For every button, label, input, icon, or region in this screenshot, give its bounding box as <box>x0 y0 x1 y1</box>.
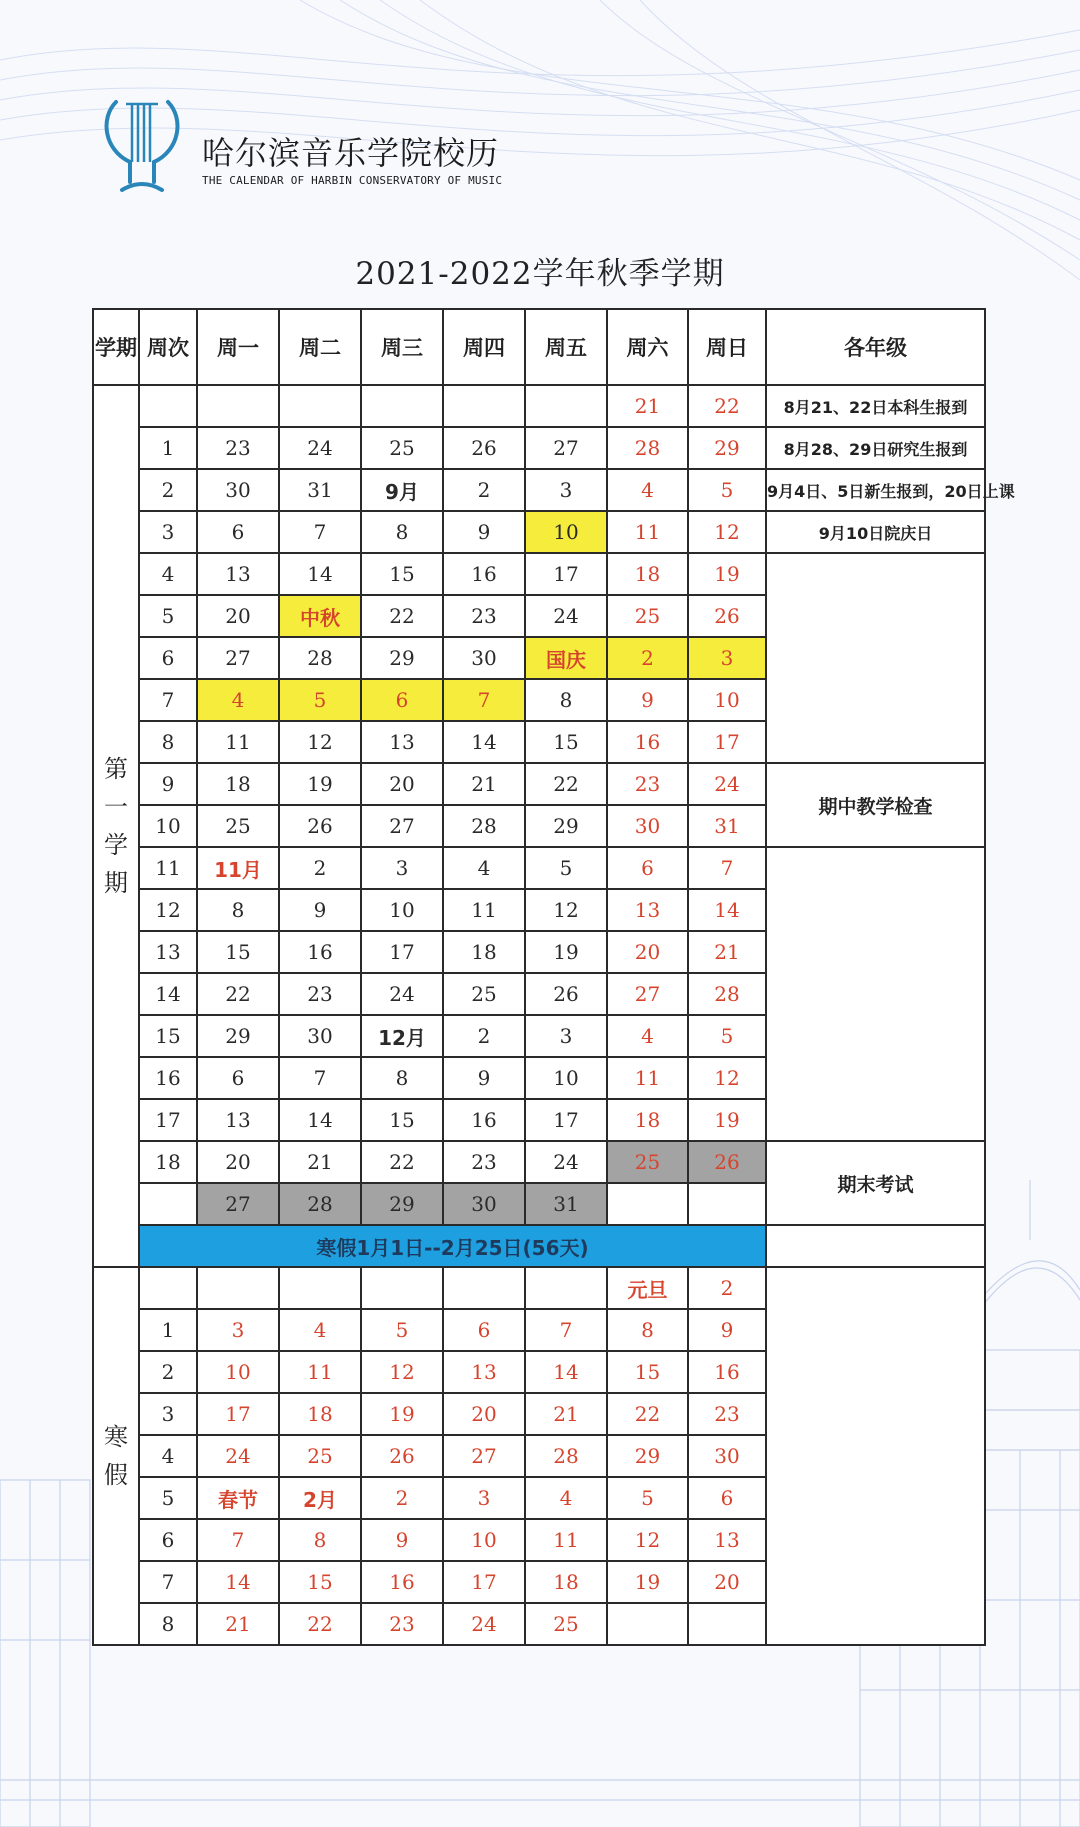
day-cell: 24 <box>525 1141 607 1183</box>
note-cell-empty <box>766 1225 985 1267</box>
week-number: 18 <box>139 1141 197 1183</box>
day-cell: 15 <box>279 1561 361 1603</box>
day-cell: 8 <box>361 1057 443 1099</box>
day-cell: 8 <box>279 1519 361 1561</box>
table-row <box>93 427 985 469</box>
day-cell <box>525 385 607 427</box>
day-cell: 9月 <box>361 469 443 511</box>
header-mon: 周一 <box>197 309 279 385</box>
day-cell: 7 <box>525 1309 607 1351</box>
day-cell: 3 <box>443 1477 525 1519</box>
week-number: 12 <box>139 889 197 931</box>
day-cell <box>197 385 279 427</box>
day-cell <box>279 385 361 427</box>
winter-body <box>93 1267 985 1645</box>
week-number: 14 <box>139 973 197 1015</box>
day-cell: 3 <box>688 637 766 679</box>
week-number <box>139 1183 197 1225</box>
day-cell: 14 <box>279 1099 361 1141</box>
day-cell: 2月 <box>279 1477 361 1519</box>
day-cell: 26 <box>361 1435 443 1477</box>
day-cell: 国庆 <box>525 637 607 679</box>
day-cell: 17 <box>197 1393 279 1435</box>
day-cell: 23 <box>279 973 361 1015</box>
day-cell: 12月 <box>361 1015 443 1057</box>
day-cell: 20 <box>688 1561 766 1603</box>
day-cell: 4 <box>443 847 525 889</box>
week-number: 15 <box>139 1015 197 1057</box>
day-cell: 3 <box>361 847 443 889</box>
note-cell: 9月4日、5日新生报到，20日上课 <box>766 469 985 511</box>
day-cell: 19 <box>525 931 607 973</box>
day-cell: 28 <box>279 637 361 679</box>
day-cell: 9 <box>279 889 361 931</box>
week-number: 6 <box>139 637 197 679</box>
header-notes: 各年级 <box>766 309 985 385</box>
day-cell: 24 <box>197 1435 279 1477</box>
day-cell: 28 <box>279 1183 361 1225</box>
day-cell: 9 <box>361 1519 443 1561</box>
day-cell: 25 <box>197 805 279 847</box>
day-cell: 24 <box>279 427 361 469</box>
day-cell: 17 <box>688 721 766 763</box>
day-cell: 7 <box>443 679 525 721</box>
brand-subtitle: THE CALENDAR OF HARBIN CONSERVATORY OF MUSIC <box>202 174 503 187</box>
day-cell: 16 <box>443 1099 525 1141</box>
day-cell: 10 <box>197 1351 279 1393</box>
day-cell: 15 <box>361 553 443 595</box>
day-cell: 5 <box>688 469 766 511</box>
note-cell: 8月28、29日研究生报到 <box>766 427 985 469</box>
day-cell: 31 <box>279 469 361 511</box>
table-row <box>93 763 985 805</box>
week-number: 11 <box>139 847 197 889</box>
day-cell: 23 <box>607 763 688 805</box>
day-cell: 15 <box>525 721 607 763</box>
day-cell: 13 <box>197 1099 279 1141</box>
day-cell <box>443 1267 525 1309</box>
day-cell: 8 <box>525 679 607 721</box>
day-cell: 14 <box>443 721 525 763</box>
day-cell: 7 <box>279 1057 361 1099</box>
day-cell: 7 <box>197 1519 279 1561</box>
week-number: 2 <box>139 1351 197 1393</box>
term1-body <box>93 385 1015 1267</box>
day-cell: 6 <box>443 1309 525 1351</box>
day-cell: 28 <box>443 805 525 847</box>
day-cell: 21 <box>525 1393 607 1435</box>
day-cell: 16 <box>688 1351 766 1393</box>
day-cell: 30 <box>279 1015 361 1057</box>
header-sat: 周六 <box>607 309 688 385</box>
calendar-table <box>92 308 1015 1646</box>
week-number: 13 <box>139 931 197 973</box>
header-wed: 周三 <box>361 309 443 385</box>
day-cell: 26 <box>688 1141 766 1183</box>
note-cell-empty <box>766 553 985 763</box>
day-cell: 14 <box>688 889 766 931</box>
note-cell: 8月21、22日本科生报到 <box>766 385 985 427</box>
day-cell: 12 <box>279 721 361 763</box>
day-cell: 4 <box>607 469 688 511</box>
day-cell: 15 <box>197 931 279 973</box>
day-cell: 3 <box>525 469 607 511</box>
day-cell: 23 <box>443 595 525 637</box>
day-cell: 22 <box>688 385 766 427</box>
day-cell: 8 <box>197 889 279 931</box>
day-cell: 13 <box>197 553 279 595</box>
day-cell: 20 <box>443 1393 525 1435</box>
table-row <box>93 1141 985 1183</box>
day-cell: 18 <box>443 931 525 973</box>
day-cell: 13 <box>607 889 688 931</box>
day-cell: 30 <box>443 1183 525 1225</box>
day-cell: 16 <box>607 721 688 763</box>
day-cell: 6 <box>361 679 443 721</box>
day-cell: 28 <box>525 1435 607 1477</box>
day-cell: 30 <box>443 637 525 679</box>
day-cell: 24 <box>361 973 443 1015</box>
day-cell: 30 <box>688 1435 766 1477</box>
day-cell: 24 <box>525 595 607 637</box>
day-cell: 22 <box>361 595 443 637</box>
day-cell: 17 <box>361 931 443 973</box>
day-cell: 24 <box>688 763 766 805</box>
day-cell: 18 <box>607 1099 688 1141</box>
day-cell: 春节 <box>197 1477 279 1519</box>
header-thu: 周四 <box>443 309 525 385</box>
week-number: 7 <box>139 679 197 721</box>
day-cell: 27 <box>607 973 688 1015</box>
day-cell <box>607 1603 688 1645</box>
day-cell: 25 <box>361 427 443 469</box>
week-number: 16 <box>139 1057 197 1099</box>
week-number: 3 <box>139 511 197 553</box>
day-cell: 2 <box>443 469 525 511</box>
day-cell: 19 <box>361 1393 443 1435</box>
day-cell: 5 <box>279 679 361 721</box>
day-cell: 29 <box>607 1435 688 1477</box>
day-cell: 19 <box>688 1099 766 1141</box>
day-cell: 18 <box>525 1561 607 1603</box>
week-number: 10 <box>139 805 197 847</box>
header-tue: 周二 <box>279 309 361 385</box>
day-cell: 5 <box>525 847 607 889</box>
week-number: 17 <box>139 1099 197 1141</box>
week-number: 8 <box>139 1603 197 1645</box>
week-number: 7 <box>139 1561 197 1603</box>
day-cell: 30 <box>607 805 688 847</box>
day-cell: 2 <box>443 1015 525 1057</box>
day-cell: 5 <box>688 1015 766 1057</box>
day-cell <box>443 385 525 427</box>
day-cell: 5 <box>361 1309 443 1351</box>
day-cell: 4 <box>607 1015 688 1057</box>
day-cell: 14 <box>525 1351 607 1393</box>
day-cell: 10 <box>688 679 766 721</box>
week-number: 1 <box>139 1309 197 1351</box>
day-cell: 14 <box>197 1561 279 1603</box>
header-row <box>93 309 985 385</box>
day-cell: 22 <box>197 973 279 1015</box>
week-number <box>139 1267 197 1309</box>
day-cell: 20 <box>607 931 688 973</box>
day-cell: 23 <box>443 1141 525 1183</box>
day-cell: 中秋 <box>279 595 361 637</box>
day-cell: 29 <box>361 637 443 679</box>
day-cell: 31 <box>525 1183 607 1225</box>
day-cell: 22 <box>361 1141 443 1183</box>
day-cell: 19 <box>688 553 766 595</box>
day-cell: 20 <box>361 763 443 805</box>
term-label-winter: 寒 假 <box>93 1267 139 1645</box>
table-row <box>93 1267 985 1309</box>
day-cell <box>688 1183 766 1225</box>
day-cell: 29 <box>197 1015 279 1057</box>
day-cell: 13 <box>361 721 443 763</box>
day-cell: 6 <box>688 1477 766 1519</box>
table-row <box>93 847 985 889</box>
note-cell: 9月10日院庆日 <box>766 511 985 553</box>
day-cell: 18 <box>607 553 688 595</box>
week-number: 1 <box>139 427 197 469</box>
day-cell: 13 <box>688 1519 766 1561</box>
day-cell: 5 <box>607 1477 688 1519</box>
header-term: 学期 <box>93 309 139 385</box>
week-number: 2 <box>139 469 197 511</box>
day-cell: 26 <box>443 427 525 469</box>
day-cell <box>688 1603 766 1645</box>
day-cell: 10 <box>361 889 443 931</box>
day-cell: 16 <box>443 553 525 595</box>
day-cell <box>361 1267 443 1309</box>
day-cell: 29 <box>361 1183 443 1225</box>
day-cell: 26 <box>688 595 766 637</box>
header-fri: 周五 <box>525 309 607 385</box>
week-number: 9 <box>139 763 197 805</box>
day-cell: 2 <box>607 637 688 679</box>
day-cell: 9 <box>688 1309 766 1351</box>
day-cell: 31 <box>688 805 766 847</box>
day-cell: 20 <box>197 595 279 637</box>
header-week: 周次 <box>139 309 197 385</box>
day-cell: 4 <box>525 1477 607 1519</box>
day-cell: 27 <box>197 637 279 679</box>
day-cell: 18 <box>279 1393 361 1435</box>
day-cell: 7 <box>688 847 766 889</box>
day-cell: 12 <box>361 1351 443 1393</box>
day-cell: 2 <box>361 1477 443 1519</box>
note-final-exam: 期末考试 <box>766 1141 985 1225</box>
day-cell: 22 <box>525 763 607 805</box>
vacation-bar-row <box>93 1225 985 1267</box>
day-cell: 4 <box>279 1309 361 1351</box>
day-cell <box>607 1183 688 1225</box>
day-cell: 17 <box>525 1099 607 1141</box>
day-cell: 26 <box>279 805 361 847</box>
day-cell: 19 <box>607 1561 688 1603</box>
day-cell: 22 <box>279 1603 361 1645</box>
note-cell-empty <box>766 847 985 1141</box>
day-cell: 7 <box>279 511 361 553</box>
day-cell: 11月 <box>197 847 279 889</box>
day-cell: 27 <box>525 427 607 469</box>
day-cell: 27 <box>197 1183 279 1225</box>
day-cell: 27 <box>361 805 443 847</box>
day-cell: 2 <box>688 1267 766 1309</box>
day-cell: 21 <box>197 1603 279 1645</box>
table-row <box>93 385 985 427</box>
day-cell: 16 <box>279 931 361 973</box>
day-cell: 12 <box>688 511 766 553</box>
term-label-first: 第 一 学 期 <box>93 385 139 1267</box>
brand-title: 哈尔滨音乐学院校历 <box>202 134 500 172</box>
day-cell: 2 <box>279 847 361 889</box>
day-cell: 23 <box>688 1393 766 1435</box>
day-cell: 18 <box>197 763 279 805</box>
day-cell: 21 <box>443 763 525 805</box>
week-number: 4 <box>139 1435 197 1477</box>
week-number: 8 <box>139 721 197 763</box>
day-cell: 8 <box>361 511 443 553</box>
day-cell: 25 <box>607 1141 688 1183</box>
day-cell: 6 <box>197 511 279 553</box>
day-cell <box>197 1267 279 1309</box>
day-cell: 11 <box>279 1351 361 1393</box>
day-cell: 27 <box>443 1435 525 1477</box>
day-cell: 28 <box>688 973 766 1015</box>
day-cell: 21 <box>688 931 766 973</box>
day-cell: 19 <box>279 763 361 805</box>
day-cell: 16 <box>361 1561 443 1603</box>
day-cell: 20 <box>197 1141 279 1183</box>
day-cell: 10 <box>525 511 607 553</box>
header-sun: 周日 <box>688 309 766 385</box>
day-cell: 30 <box>197 469 279 511</box>
day-cell: 3 <box>197 1309 279 1351</box>
day-cell: 25 <box>525 1603 607 1645</box>
day-cell: 11 <box>607 511 688 553</box>
day-cell: 3 <box>525 1015 607 1057</box>
week-number: 4 <box>139 553 197 595</box>
day-cell: 13 <box>443 1351 525 1393</box>
day-cell: 10 <box>525 1057 607 1099</box>
day-cell: 6 <box>607 847 688 889</box>
day-cell: 17 <box>525 553 607 595</box>
day-cell: 6 <box>197 1057 279 1099</box>
day-cell: 10 <box>443 1519 525 1561</box>
day-cell: 12 <box>607 1519 688 1561</box>
day-cell: 21 <box>607 385 688 427</box>
day-cell: 9 <box>443 511 525 553</box>
note-cell-empty <box>766 1267 985 1645</box>
day-cell: 23 <box>197 427 279 469</box>
day-cell: 29 <box>688 427 766 469</box>
day-cell: 22 <box>607 1393 688 1435</box>
table-row <box>93 469 985 511</box>
day-cell: 8 <box>607 1309 688 1351</box>
day-cell: 11 <box>443 889 525 931</box>
week-number: 3 <box>139 1393 197 1435</box>
day-cell: 24 <box>443 1603 525 1645</box>
day-cell: 11 <box>607 1057 688 1099</box>
day-cell: 4 <box>197 679 279 721</box>
week-number: 5 <box>139 595 197 637</box>
day-cell: 12 <box>525 889 607 931</box>
vacation-note-bar: 寒假1月1日--2月25日(56天) <box>139 1225 766 1267</box>
calendar-title: 2021-2022学年秋季学期 <box>355 256 725 292</box>
day-cell: 25 <box>607 595 688 637</box>
day-cell: 11 <box>525 1519 607 1561</box>
table-row <box>93 511 985 553</box>
day-cell <box>361 385 443 427</box>
lyre-logo-icon <box>100 98 184 198</box>
day-cell: 21 <box>279 1141 361 1183</box>
day-cell: 23 <box>361 1603 443 1645</box>
day-cell: 9 <box>607 679 688 721</box>
day-cell <box>279 1267 361 1309</box>
day-cell: 9 <box>443 1057 525 1099</box>
day-cell: 15 <box>607 1351 688 1393</box>
day-cell: 25 <box>279 1435 361 1477</box>
day-cell: 11 <box>197 721 279 763</box>
day-cell: 17 <box>443 1561 525 1603</box>
day-cell: 15 <box>361 1099 443 1141</box>
day-cell: 25 <box>443 973 525 1015</box>
day-cell: 29 <box>525 805 607 847</box>
note-midterm-check: 期中教学检查 <box>766 763 985 847</box>
day-cell: 12 <box>688 1057 766 1099</box>
week-number: 6 <box>139 1519 197 1561</box>
day-cell: 14 <box>279 553 361 595</box>
day-cell: 26 <box>525 973 607 1015</box>
day-cell: 28 <box>607 427 688 469</box>
day-cell: 元旦 <box>607 1267 688 1309</box>
table-row <box>93 553 985 595</box>
day-cell <box>525 1267 607 1309</box>
week-number: 5 <box>139 1477 197 1519</box>
week-number <box>139 385 197 427</box>
